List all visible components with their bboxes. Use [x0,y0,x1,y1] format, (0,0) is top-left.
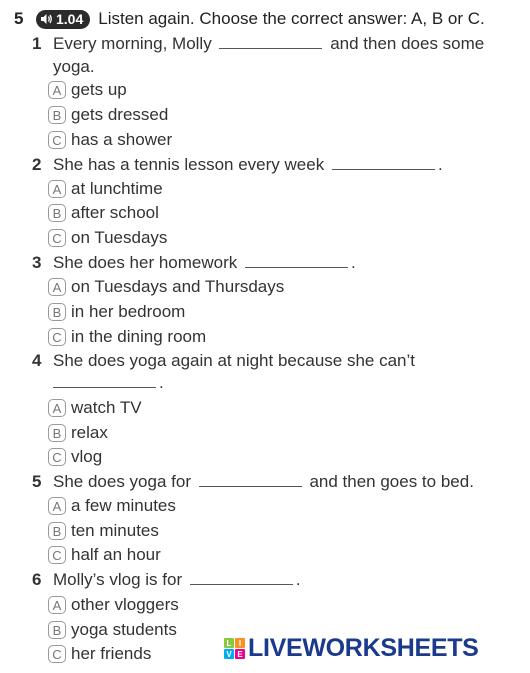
answer-blank[interactable] [199,485,302,487]
option-text: her friends [71,644,152,663]
answer-blank[interactable] [53,386,156,388]
option-text: after school [71,203,159,222]
option-text: on Tuesdays [71,228,168,247]
option-text: ten minutes [71,521,159,540]
question-text-after: . [437,155,443,174]
question-text-before: She does yoga again at night because she can’t [53,351,415,370]
option-letter-box[interactable]: B [48,621,66,639]
option-1b[interactable] [48,105,168,125]
option-2b[interactable] [48,203,159,223]
option-1a[interactable] [48,80,127,100]
question-text-before: She does her homework [53,253,238,272]
option-letter-box[interactable]: B [48,303,66,321]
exercise-number: 5 [14,9,24,28]
answer-blank[interactable] [219,47,322,49]
option-2c[interactable] [48,228,167,248]
logo-grid-icon: L I V E [224,638,245,659]
option-letter-box[interactable]: C [48,131,66,149]
option-text: watch TV [71,398,142,417]
question-text-after: and then does some [330,34,485,53]
audio-track-badge[interactable] [36,10,90,29]
question-text-after: . [351,253,356,272]
option-text: yoga students [71,620,177,639]
option-2a[interactable] [48,179,163,199]
question-text-after: and then goes to bed. [309,472,474,491]
speaker-icon [40,13,53,25]
option-4c[interactable] [48,447,102,467]
answer-blank[interactable] [245,266,348,268]
exercise-header [14,8,485,30]
option-4b[interactable] [48,423,108,443]
option-text: on Tuesdays and Thursdays [71,277,285,296]
question-number: 2 [32,155,42,174]
option-letter-box[interactable]: B [48,522,66,540]
option-3a[interactable] [48,277,284,297]
answer-blank[interactable] [332,168,435,170]
option-4a[interactable] [48,398,142,418]
option-text: at lunchtime [71,179,163,198]
option-5b[interactable] [48,521,159,541]
option-letter-box[interactable]: A [48,596,66,614]
option-letter-box[interactable]: A [48,81,66,99]
option-3c[interactable] [48,327,206,347]
question-number: 3 [32,253,42,272]
option-letter-box[interactable]: A [48,497,66,515]
option-text: relax [71,423,108,442]
option-3b[interactable] [48,302,185,322]
option-text: other vloggers [71,595,179,614]
question-number: 4 [32,351,42,370]
option-6a[interactable] [48,595,179,615]
option-letter-box[interactable]: C [48,645,66,663]
option-letter-box[interactable]: B [48,424,66,442]
option-letter-box[interactable]: A [48,399,66,417]
question-text-after: . [295,570,301,589]
option-5a[interactable] [48,496,176,516]
option-letter-box[interactable]: A [48,180,66,198]
option-1c[interactable] [48,130,172,150]
question-text-before: She does yoga for [53,472,191,491]
option-letter-box[interactable]: C [48,546,66,564]
question-text-before: She has a tennis lesson every week [53,155,325,174]
question-number: 5 [32,472,42,491]
option-text: vlog [71,447,103,466]
instruction: Listen again. Choose the correct answer: A, B or C. [98,9,485,28]
liveworksheets-logo [224,634,479,663]
question-text-continued: yoga. [53,57,95,76]
question-text-before: Molly’s vlog is for [53,570,183,589]
option-letter-box[interactable]: C [48,229,66,247]
option-text: gets dressed [71,105,169,124]
option-letter-box[interactable]: B [48,106,66,124]
question-number: 6 [32,570,42,589]
option-6b[interactable] [48,620,177,640]
option-letter-box[interactable]: C [48,448,66,466]
option-text: half an hour [71,545,161,564]
option-6c[interactable] [48,644,151,664]
question-number: 1 [32,34,42,53]
question-text-before: Every morning, Molly [53,34,212,53]
option-letter-box[interactable]: B [48,204,66,222]
option-text: a few minutes [71,496,176,515]
option-text: in her bedroom [71,302,186,321]
logo-text: LIVEWORKSHEETS [248,634,479,662]
question-text-after: . [159,373,164,392]
option-text: in the dining room [71,327,207,346]
option-letter-box[interactable]: C [48,328,66,346]
option-letter-box[interactable]: A [48,278,66,296]
option-text: gets up [71,80,127,99]
option-5c[interactable] [48,545,161,565]
option-text: has a shower [71,130,173,149]
answer-blank[interactable] [190,583,293,585]
track-number: 1.04 [56,11,84,27]
